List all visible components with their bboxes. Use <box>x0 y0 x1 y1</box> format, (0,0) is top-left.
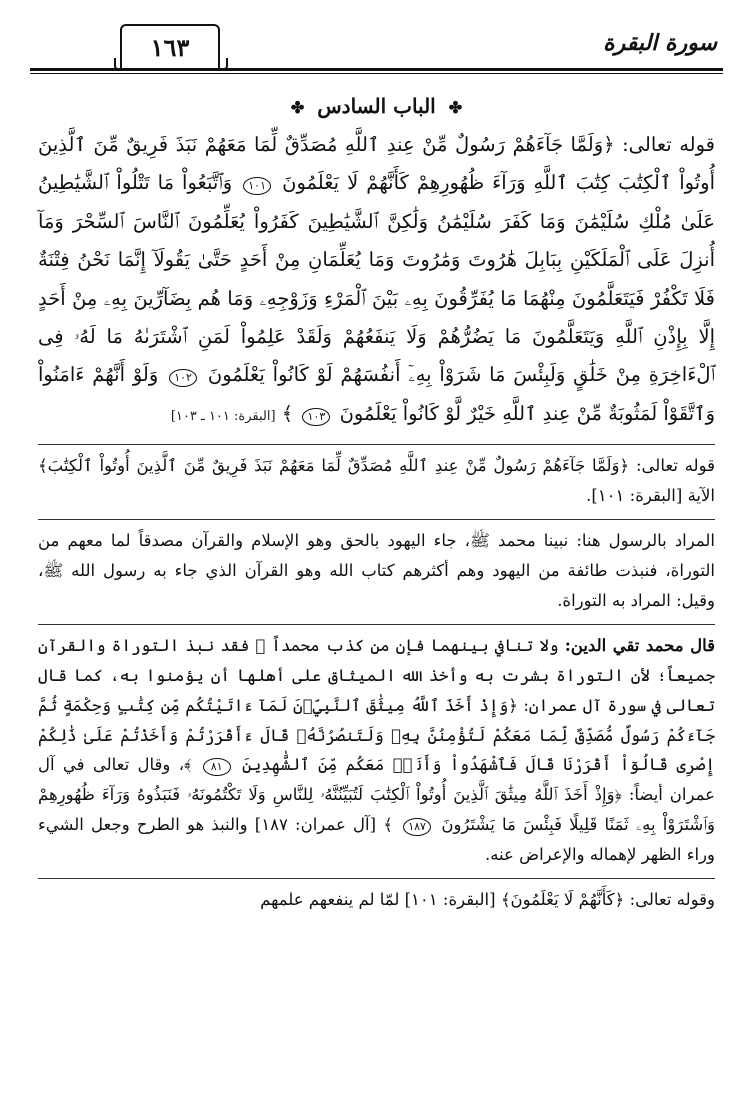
commentary-paragraph <box>38 451 715 511</box>
paragraph-text: [البقرة: ١٠١] لمّا لم ينفعهم علمهم <box>260 889 496 909</box>
commentary-paragraph <box>38 631 715 869</box>
quoted-verse: ﴿وَلَمَّا جَآءَهُمْ رَسُولٌ مِّنْ عِندِ ٱللَّهِ مُصَدِّقٌ لِّمَا مَعَهُمْ نَبَذَ فَرِيقٌ مِّنَ ٱلَّذِينَ أُوتُواْ ٱلْكِتَٰبَ﴾ <box>38 456 630 476</box>
page-number-frame <box>120 24 220 70</box>
verse-text: وَلَوْ أَنَّهُمْ ءَامَنُواْ وَٱتَّقَوْاْ لَمَثُوبَةٌ مِّنْ عِندِ ٱللَّهِ خَيْرٌ لَّوْ كَانُواْ يَعْلَمُونَ <box>38 363 715 425</box>
paragraph-intro: وقوله تعالى: <box>629 889 715 909</box>
page-content <box>38 94 715 921</box>
verse-close-bracket: ﴾ <box>281 401 294 425</box>
page-number: ١٦٣ <box>150 32 190 62</box>
header-rule-thin <box>30 73 723 74</box>
page-header <box>30 24 723 76</box>
verse-number-187: ١٨٧ <box>403 818 431 836</box>
section-divider <box>38 444 715 445</box>
quoted-verse: ﴿وَإِذْ أَخَذَ ٱللَّهُ مِيثَٰقَ ٱلنَّبِيِّۦنَ لَمَآ ءَاتَيْتُكُم مِّن كِتَٰبٍ وَحِكْمَةٍ ثُمَّ جَآءَكُمْ رَسُولٌ مُّصَدِّقٌ لِّمَا مَعَكُمْ لَتُؤْمِنُنَّ بِهِۦ وَلَتَنصُرُنَّهُۥ قَالَ ءَأَقْرَرْتُمْ وَأَخَذْتُمْ عَلَىٰ ذَٰلِكُمْ إِصْرِى قَالُوٓاْ أَقْرَرْنَا قَالَ فَٱشْهَدُواْ وَأَنَا۠ مَعَكُم مِّنَ ٱلشَّٰهِدِينَ <box>38 695 716 775</box>
verse-number-102: ١٠٢ <box>169 369 197 387</box>
section-divider <box>38 878 715 879</box>
passage-intro: قوله تعالى: <box>622 133 715 156</box>
commentary-paragraph: المراد بالرسول هنا: نبينا محمد ﷺ، جاء اليهود بالحق وهو الإسلام والقرآن مصدقاً لما معهم من التوراة، فنبذت طائفة من اليهود وهم أكثرهم كتاب الله وهو القرآن الذي جاء به رسول الله ﷺ، وقيل: المراد به التوراة. <box>38 531 715 611</box>
section-divider <box>38 624 715 625</box>
quoted-verse: ﴿وَإِذْ أَخَذَ ٱللَّهُ مِيثَٰقَ ٱلَّذِينَ أُوتُواْ ٱلْكِتَٰبَ لَتُبَيِّنُنَّهُۥ لِلنَّاسِ وَلَا تَكْتُمُونَهُۥ فَنَبَذُوهُ وَرَآءَ ظُهُورِهِمْ وَٱشْتَرَوْاْ بِهِۦ ثَمَنًا قَلِيلًا فَبِئْسَ مَا يَشْتَرُونَ <box>38 785 716 835</box>
verse-number-101: ١٠١ <box>243 177 271 195</box>
paragraph-text: ولا تنافي بينهما فإن من كذب محمداً ﷺ فقد نبذ التوراة والقرآن جميعاً؛ لأن التوراة بشرت به وأخذ الله الميثاق على أهلها أن يؤمنوا به، كما قال تعالى في سورة آل عمران: <box>38 636 715 715</box>
main-verse-passage <box>38 126 715 436</box>
paragraph-intro: قوله تعالى: <box>636 456 715 476</box>
paragraph-text: ﴾، وقال تعالى في آل عمران أيضاً: <box>38 755 715 805</box>
verse-reference: [البقرة: ١٠١ ـ ١٠٣] <box>170 408 276 424</box>
ornament-right-icon: ✤ <box>448 98 463 117</box>
paragraph-text: ﴾ [آل عمران: ١٨٧] والنبذ هو الطرح وجعل الشيء وراء الظهر لإهماله والإعراض عنه. <box>38 815 715 864</box>
chapter-title: الباب السادس <box>317 94 436 118</box>
chapter-heading <box>38 94 715 118</box>
verse-reference: الآية [البقرة: ١٠١]. <box>586 486 715 506</box>
verse-number-81: ٨١ <box>203 758 231 776</box>
commentary-paragraph <box>38 885 715 915</box>
verse-text: وَٱتَّبَعُواْ مَا تَتْلُواْ ٱلشَّيَٰطِينُ عَلَىٰ مُلْكِ سُلَيْمَٰنَ وَمَا كَفَرَ سُلَيْمَٰنُ وَلَٰكِنَّ ٱلشَّيَٰطِينَ كَفَرُواْ يُعَلِّمُونَ ٱلنَّاسَ ٱلسِّحْرَ وَمَآ أُنزِلَ عَلَى ٱلْمَلَكَيْنِ بِبَابِلَ هَٰرُوتَ وَمَٰرُوتَ وَمَا يُعَلِّمَانِ مِنْ أَحَدٍ حَتَّىٰ يَقُولَآ إِنَّمَا نَحْنُ فِتْنَةٌ فَلَا تَكْفُرْ فَيَتَعَلَّمُونَ مِنْهُمَا مَا يُفَرِّقُونَ بِهِۦ بَيْنَ ٱلْمَرْءِ وَزَوْجِهِۦ وَمَا هُم بِضَآرِّينَ بِهِۦ مِنْ أَحَدٍ إِلَّا بِإِذْنِ ٱللَّهِ وَيَتَعَلَّمُونَ مَا يَضُرُّهُمْ وَلَا يَنفَعُهُمْ وَلَقَدْ عَلِمُواْ لَمَنِ ٱشْتَرَىٰهُ مَا لَهُۥ فِى ٱلْءَاخِرَةِ مِنْ خَلَٰقٍ وَلَبِئْسَ مَا شَرَوْاْ بِهِۦٓ أَنفُسَهُمْ لَوْ كَانُواْ يَعْلَمُونَ <box>38 171 715 387</box>
verse-number-103: ١٠٣ <box>302 408 330 426</box>
ornament-left-icon: ✤ <box>290 98 305 117</box>
quoted-verse: ﴿كَأَنَّهُمْ لَا يَعْلَمُونَ﴾ <box>500 889 625 909</box>
verse-text: ﴿وَلَمَّا جَآءَهُمْ رَسُولٌ مِّنْ عِندِ ٱللَّهِ مُصَدِّقٌ لِّمَا مَعَهُمْ نَبَذَ فَرِيقٌ مِّنَ ٱلَّذِينَ أُوتُواْ ٱلْكِتَٰبَ كِتَٰبَ ٱللَّهِ وَرَآءَ ظُهُورِهِمْ كَأَنَّهُمْ لَا يَعْلَمُونَ <box>38 133 715 195</box>
header-rule <box>30 68 723 71</box>
author-label: قال محمد تقي الدين: <box>564 636 715 656</box>
section-divider <box>38 519 715 520</box>
surah-title: سورة البقرة <box>603 30 717 56</box>
